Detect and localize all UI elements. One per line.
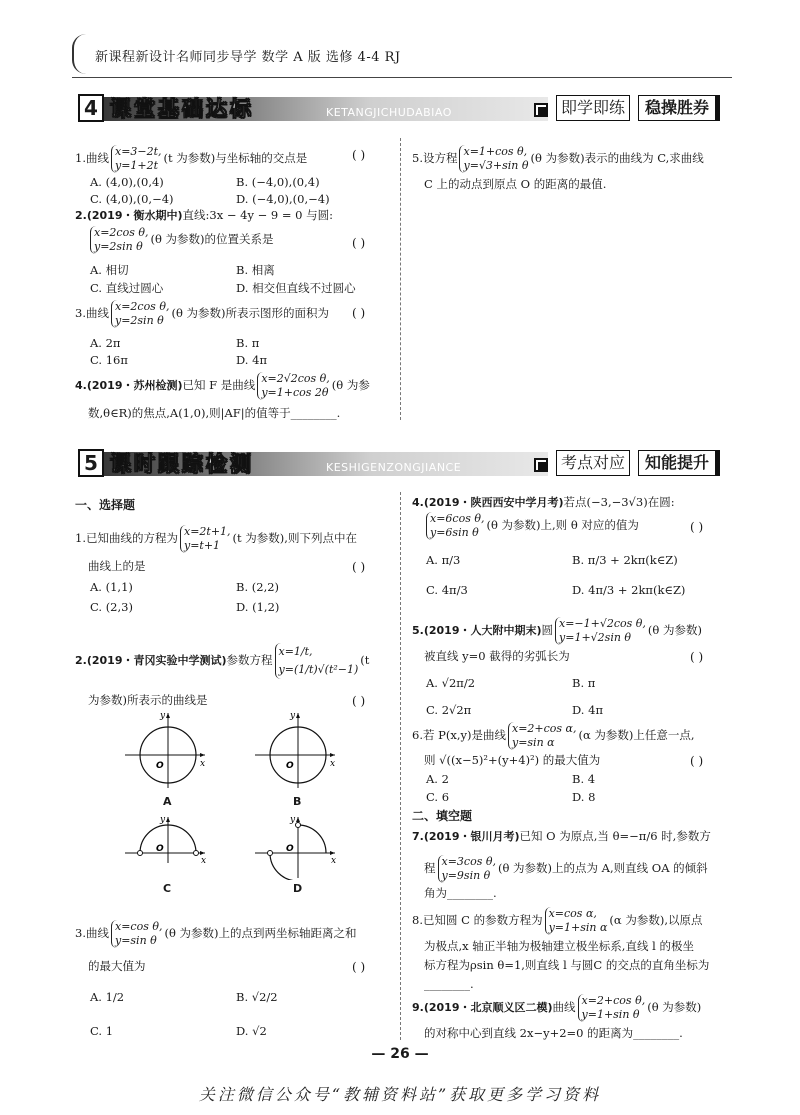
origin-label: O [286, 761, 294, 771]
option-a: A. π/3 [426, 553, 461, 567]
section-pinyin: KETANGJICHUDABIAO [326, 106, 452, 119]
section-number: 5 [78, 449, 104, 477]
option-b: B. π [572, 676, 596, 690]
y-axis-label: y [160, 815, 166, 825]
answer-paren: ( ) [352, 236, 366, 250]
question-2: 2.(2019・衡水期中)直线:3x − 4y − 9 = 0 与圆: [75, 208, 334, 222]
x-axis-label: x [200, 759, 206, 769]
running-header: 新课程新设计名师同步导学 数学 A 版 选修 4-4 RJ [95, 50, 401, 65]
option-c: C. 直线过圆心 [90, 281, 164, 295]
origin-label: O [286, 844, 294, 854]
question-5: 5.设方程 x=1+cos θ, y=√3+sin θ(θ 为参数)表示的曲线为 C,求曲线 [412, 145, 704, 172]
option-d: D. (−4,0),(0,−4) [236, 192, 330, 206]
square-icon [534, 103, 548, 117]
question-1: 1.已知曲线的方程为 x=2t+1, y=t+1(t 为参数),则下列点中在 [75, 525, 357, 552]
choice-section-heading: 一、选择题 [75, 498, 136, 512]
question-7-cont: 程 x=3cos θ, y=9sin θ(θ 为参数)上的点为 A,则直线 OA 的倾斜 [424, 855, 708, 882]
option-c: C. 4π/3 [426, 583, 468, 597]
page-number: — 26 — [371, 1046, 429, 1062]
option-c: C. 1 [90, 1024, 114, 1038]
section-banner-4 [78, 93, 723, 123]
option-a: A. 2π [90, 336, 121, 350]
option-c: C. 16π [90, 353, 128, 367]
answer-paren: ( ) [352, 960, 366, 974]
option-c: C. 6 [426, 790, 450, 804]
y-axis-label: y [160, 711, 166, 721]
graph-c [120, 815, 210, 865]
option-c: C. (2,3) [90, 600, 133, 614]
origin-label: O [156, 844, 164, 854]
option-d: D. 8 [572, 790, 596, 804]
question-5-cont: 被直线 y=0 截得的劣弧长为 [424, 649, 570, 663]
question-6: 6.若 P(x,y)是曲线 x=2+cos α, y=sin α(α 为参数)上任意一点, [412, 722, 695, 749]
graph-d [250, 815, 340, 880]
question-8-cont2: 标方程为ρsin θ=1,则直线 l 与圆C 的交点的直角坐标为 [424, 958, 710, 972]
question-1: 1.曲线 x=3−2t, y=1+2t(t 为参数)与坐标轴的交点是 [75, 145, 308, 172]
x-axis-label: x [330, 759, 336, 769]
question-4-cont: x=6cos θ, y=6sin θ(θ 为参数)上,则 θ 对应的值为 [424, 512, 639, 540]
option-c: C. 2√2π [426, 703, 472, 717]
square-icon [534, 458, 548, 472]
question-5-cont: C 上的动点到原点 O 的距离的最值. [424, 177, 607, 191]
answer-paren: ( ) [690, 754, 704, 768]
question-4-cont: 数,θ∈R)的焦点,A(1,0),则|AF|的值等于________. [88, 406, 341, 420]
answer-paren: ( ) [690, 520, 704, 534]
footer-watermark: 关注微信公众号“教辅资料站”获取更多学习资料 [198, 1085, 602, 1104]
x-axis-label: x [201, 856, 207, 865]
section-banner-5 [78, 448, 723, 478]
section-tag: 即学即练 [556, 95, 630, 121]
graph-label-a: A [163, 795, 172, 808]
question-6-cont: 则 √((x−5)²+(y+4)²) 的最大值为 [424, 753, 601, 767]
option-d: D. 4π [236, 353, 267, 367]
x-axis-label: x [331, 856, 337, 866]
option-b: B. π/3 + 2kπ(k∈Z) [572, 553, 678, 567]
section-pinyin: KESHIGENZONGJIANCE [326, 461, 462, 474]
section-title: 课堂基础达标 [110, 97, 254, 121]
option-d: D. 4π [572, 703, 603, 717]
option-a: A. (1,1) [90, 580, 133, 594]
section-tag: 稳操胜券 [638, 95, 720, 121]
option-b: B. √2/2 [236, 990, 278, 1004]
answer-paren: ( ) [352, 694, 366, 708]
section-tag: 考点对应 [556, 450, 630, 476]
option-d: D. √2 [236, 1024, 267, 1038]
graph-label-d: D [293, 882, 303, 895]
question-3: 3.曲线 x=cos θ, y=sin θ(θ 为参数)上的点到两坐标轴距离之和 [75, 920, 357, 947]
question-2-cont: x=2cos θ, y=2sin θ(θ 为参数)的位置关系是 [88, 226, 274, 254]
question-2-cont: 为参数)所表示的曲线是 [88, 693, 208, 707]
option-b: B. π [236, 336, 260, 350]
column-divider [400, 138, 401, 420]
graph-label-c: C [163, 882, 172, 895]
question-7: 7.(2019・银川月考)已知 O 为原点,当 θ=−π/6 时,参数方 [412, 829, 711, 843]
y-axis-label: y [290, 815, 296, 825]
section-title: 课时跟踪检测 [110, 452, 254, 476]
fill-section-heading: 二、填空题 [412, 809, 473, 823]
question-4: 4.(2019・陕西西安中学月考)若点(−3,−3√3)在圆: [412, 495, 675, 509]
question-7-cont2: 角为________. [424, 886, 497, 900]
question-2: 2.(2019・青冈实验中学测试)参数方程x=1/t, y=(1/t)√(t²−1)(t [75, 643, 369, 679]
question-9: 9.(2019・北京顺义区二模)曲线 x=2+cos θ, y=1+sin θ(θ 为参数) [412, 994, 702, 1021]
answer-paren: ( ) [352, 306, 366, 320]
option-d: D. 相交但直线不过圆心 [236, 281, 356, 295]
option-a: A. 相切 [90, 263, 129, 277]
question-8: 8.已知圆 C 的参数方程为 x=cos α, y=1+sin α(α 为参数),以原点 [412, 907, 703, 934]
option-d: D. (1,2) [236, 600, 280, 614]
question-9-cont: 的对称中心到直线 2x−y+2=0 的距离为________. [424, 1026, 683, 1040]
graph-b [250, 710, 340, 790]
origin-label: O [156, 761, 164, 771]
option-a: A. (4,0),(0,4) [90, 175, 164, 189]
question-5: 5.(2019・人大附中期末)圆 x=−1+√2cos θ, y=1+√2sin θ(θ 为参数) [412, 617, 702, 644]
question-4: 4.(2019・苏州检测)已知 F 是曲线 x=2√2cos θ, y=1+cos 2θ(θ 为参 [75, 372, 370, 399]
option-a: A. 2 [426, 772, 449, 786]
column-divider [400, 492, 401, 1040]
header-rule [72, 77, 732, 78]
question-3-cont: 的最大值为 [88, 959, 146, 973]
option-b: B. (2,2) [236, 580, 280, 594]
header-bracket [72, 34, 86, 74]
section-number: 4 [78, 94, 104, 122]
question-8-cont3: ________. [424, 977, 474, 991]
option-c: C. (4,0),(0,−4) [90, 192, 174, 206]
option-b: B. 相离 [236, 263, 275, 277]
option-a: A. 1/2 [90, 990, 125, 1004]
section-tag: 知能提升 [638, 450, 720, 476]
option-d: D. 4π/3 + 2kπ(k∈Z) [572, 583, 686, 597]
question-3: 3.曲线 x=2cos θ, y=2sin θ(θ 为参数)所表示图形的面积为 [75, 300, 330, 327]
graph-label-b: B [293, 795, 302, 808]
answer-paren: ( ) [352, 148, 366, 162]
question-1-cont: 曲线上的是 [88, 559, 146, 573]
answer-paren: ( ) [352, 560, 366, 574]
option-a: A. √2π/2 [426, 676, 476, 690]
y-axis-label: y [290, 711, 296, 721]
answer-paren: ( ) [690, 650, 704, 664]
option-b: B. (−4,0),(0,4) [236, 175, 320, 189]
question-8-cont: 为极点,x 轴正半轴为极轴建立极坐标系,直线 l 的极坐 [424, 939, 694, 953]
graph-a [120, 710, 210, 790]
option-b: B. 4 [572, 772, 596, 786]
